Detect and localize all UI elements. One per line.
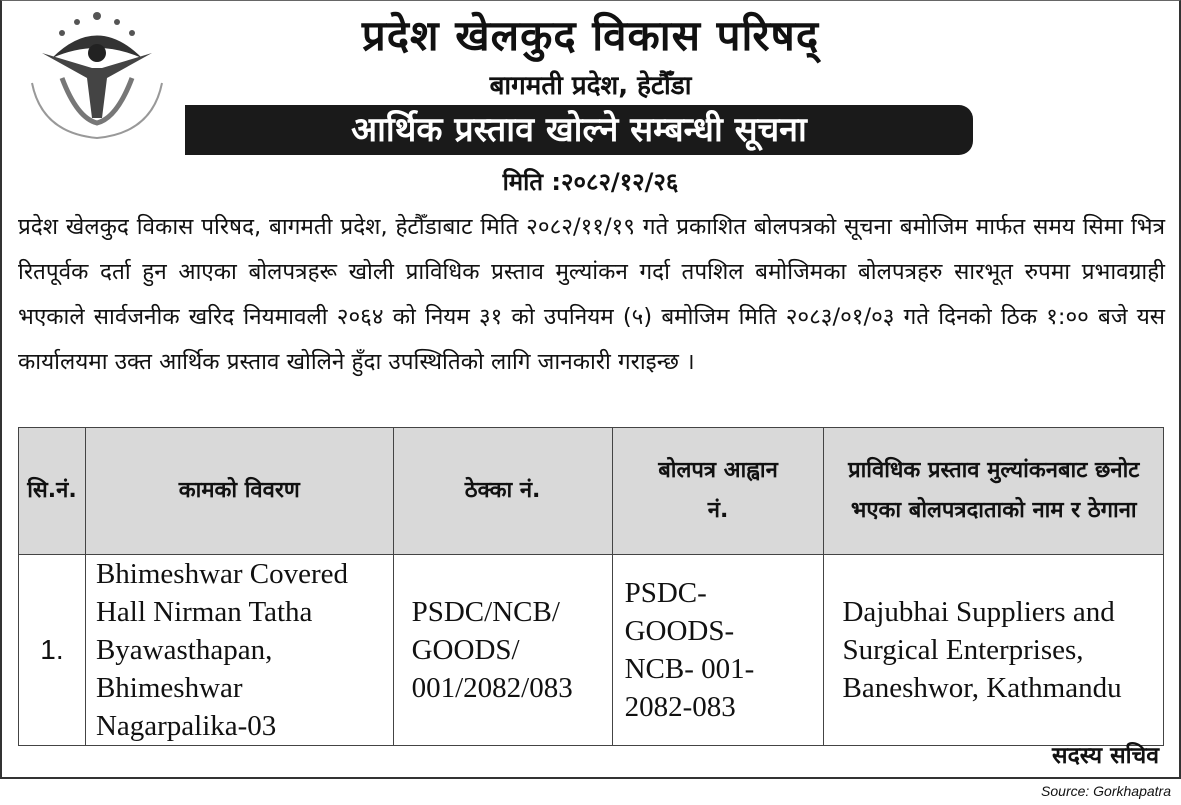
source-credit: Source: Gorkhapatra — [1041, 783, 1171, 799]
cell-bidder-name-address: Dajubhai Suppliers and Surgical Enterprises, Baneshwor, Kathmandu — [824, 555, 1164, 746]
signature-title: सदस्य सचिव — [1052, 743, 1159, 769]
notice-date: मिति :२०८२/१२/२६ — [502, 168, 679, 196]
bid-table — [18, 427, 1164, 746]
notice-heading: आर्थिक प्रस्ताव खोल्ने सम्बन्धी सूचना — [185, 105, 973, 155]
cell-work-description: Bhimeshwar Covered Hall Nirman Tatha Byawasthapan, Bhimeshwar Nagarpalika-03 — [85, 555, 393, 746]
table-row — [19, 555, 1164, 746]
header-work-description: कामको विवरण — [85, 428, 393, 555]
organization-title: प्रदेश खेलकुद विकास परिषद् — [361, 11, 820, 60]
cell-contract-number: PSDC/NCB/ GOODS/ 001/2082/083 — [393, 555, 612, 746]
cell-bid-invitation-number: PSDC- GOODS- NCB- 001-2082-083 — [612, 555, 824, 746]
header-bidder-name-address: प्राविधिक प्रस्ताव मुल्यांकनबाट छनोट भएका बोलपत्रदाताको नाम र ठेगाना — [824, 428, 1164, 555]
cell-serial: 1. — [19, 555, 86, 746]
header-bid-invitation-number: बोलपत्र आह्वान नं. — [612, 428, 824, 555]
header-serial: सि.नं. — [19, 428, 86, 555]
organization-location: बागमती प्रदेश, हेटौँडा — [489, 71, 692, 101]
notice-paragraph: प्रदेश खेलकुद विकास परिषद, बागमती प्रदेश, हेटौँडाबाट मिति २०८२/११/१९ गते प्रकाशित बोलपत्रको सूचना बमोजिम मार्फत समय सिमा भित्र रितपूर्वक दर्ता हुन आएका बोलपत्रहरू खोली प्राविधिक प्रस्ताव मुल्यांकन गर्दा तपशिल बमोजिमका बोलपत्रहरु सारभूत रुपमा प्रभावग्राही भएकाले सार्वजनीक खरिद नियमावली २०६४ को नियम ३१ को उपनियम (५) बमोजिम मिति २०८३/०१/०३ गते दिनको ठिक १:०० बजे यस कार्यालयमा उक्त आर्थिक प्रस्ताव खोलिने हुँदा उपस्थितिको लागि जानकारी गराइन्छ । — [18, 214, 1165, 375]
table-header-row — [19, 428, 1164, 555]
header-contract-number: ठेक्का नं. — [393, 428, 612, 555]
